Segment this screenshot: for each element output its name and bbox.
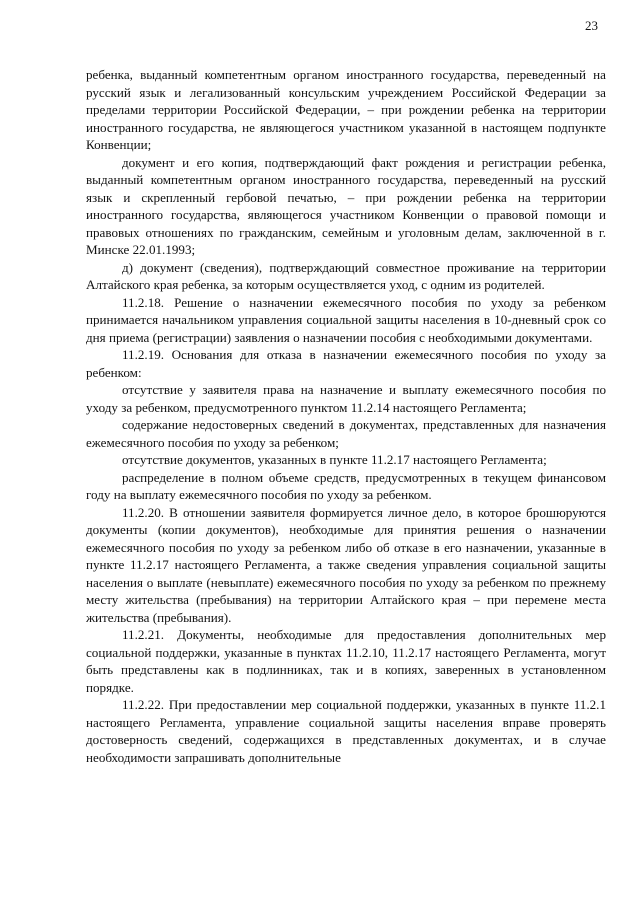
paragraph-8: отсутствие документов, указанных в пункте 11.2.17 настоящего Регламента; xyxy=(122,452,547,467)
paragraph-10: 11.2.20. В отношении заявителя формируется личное дело, в которое брошюруются документы (копии документов), необходимые для принятия решения о назначении ежемесячного пособия по уходу за ребенком либо об отказе в его назначении, указанные в пункте 11.2.17 настоящего Регламента, а также сведения управления социальной защиты населения о выплате (невыплате) ежемесячного пособия по уходу за ребенком по прежнему месту жительства (пребывания) на территории Алтайского края – при перемене места жительства (пребывания). xyxy=(86,504,606,625)
paragraph-1: ребенка, выданный компетентным органом иностранного государства, переведенный на русский язык и легализованный консульским учреждением Российской Федерации за пределами территории Российской Федерации, – при рождении ребенка на территории иностранного государства, не являющегося участником указанной в настоящем подпункте Конвенции; xyxy=(86,67,606,152)
paragraph-9: распределение в полном объеме средств, предусмотренных в текущем финансовом году на выплату ежемесячного пособия по уходу за ребенком. xyxy=(86,469,606,502)
paragraph-4: 11.2.18. Решение о назначении ежемесячного пособия по уходу за ребенком принимается начальником управления социальной защиты населения в 10-дневный срок со дня приема (регистрации) заявления о назначении пособия с необходимыми документами. xyxy=(86,294,606,345)
page-number: 23 xyxy=(585,18,598,33)
paragraph-12: 11.2.22. При предоставлении мер социальной поддержки, указанных в пункте 11.2.1 настоящего Регламента, управление социальной защиты населения вправе проверять достоверность сведений, содержащихся в представленных документах, и в случае необходимости запрашивать дополнительные xyxy=(86,697,606,765)
paragraph-11: 11.2.21. Документы, необходимые для предоставления дополнительных мер социальной поддержки, указанные в пунктах 11.2.10, 11.2.17 настоящего Регламента, могут быть представлены как в подлинниках, так и в копиях, заверенных в установленном порядке. xyxy=(86,627,606,695)
paragraph-7: содержание недостоверных сведений в документах, представленных для назначения ежемесячного пособия по уходу за ребенком; xyxy=(86,417,606,450)
paragraph-3: д) документ (сведения), подтверждающий совместное проживание на территории Алтайского края ребенка, за которым осуществляется уход, с одним из родителей. xyxy=(86,259,606,292)
paragraph-6: отсутствие у заявителя права на назначение и выплату ежемесячного пособия по уходу за ребенком, предусмотренного пунктом 11.2.14 настоящего Регламента; xyxy=(86,382,606,415)
body-text xyxy=(86,66,606,766)
paragraph-5: 11.2.19. Основания для отказа в назначении ежемесячного пособия по уходу за ребенком: xyxy=(86,347,606,380)
paragraph-2: документ и его копия, подтверждающий факт рождения и регистрации ребенка, выданный компетентным органом иностранного государства, переведенный на русский язык и скрепленный гербовой печатью, – при рождении ребенка на территории иностранного государства, являющегося участником Конвенции о правовой помощи и правовых отношениях по гражданским, семейным и уголовным делам, заключенной в г. Минске 22.01.1993; xyxy=(86,154,606,257)
